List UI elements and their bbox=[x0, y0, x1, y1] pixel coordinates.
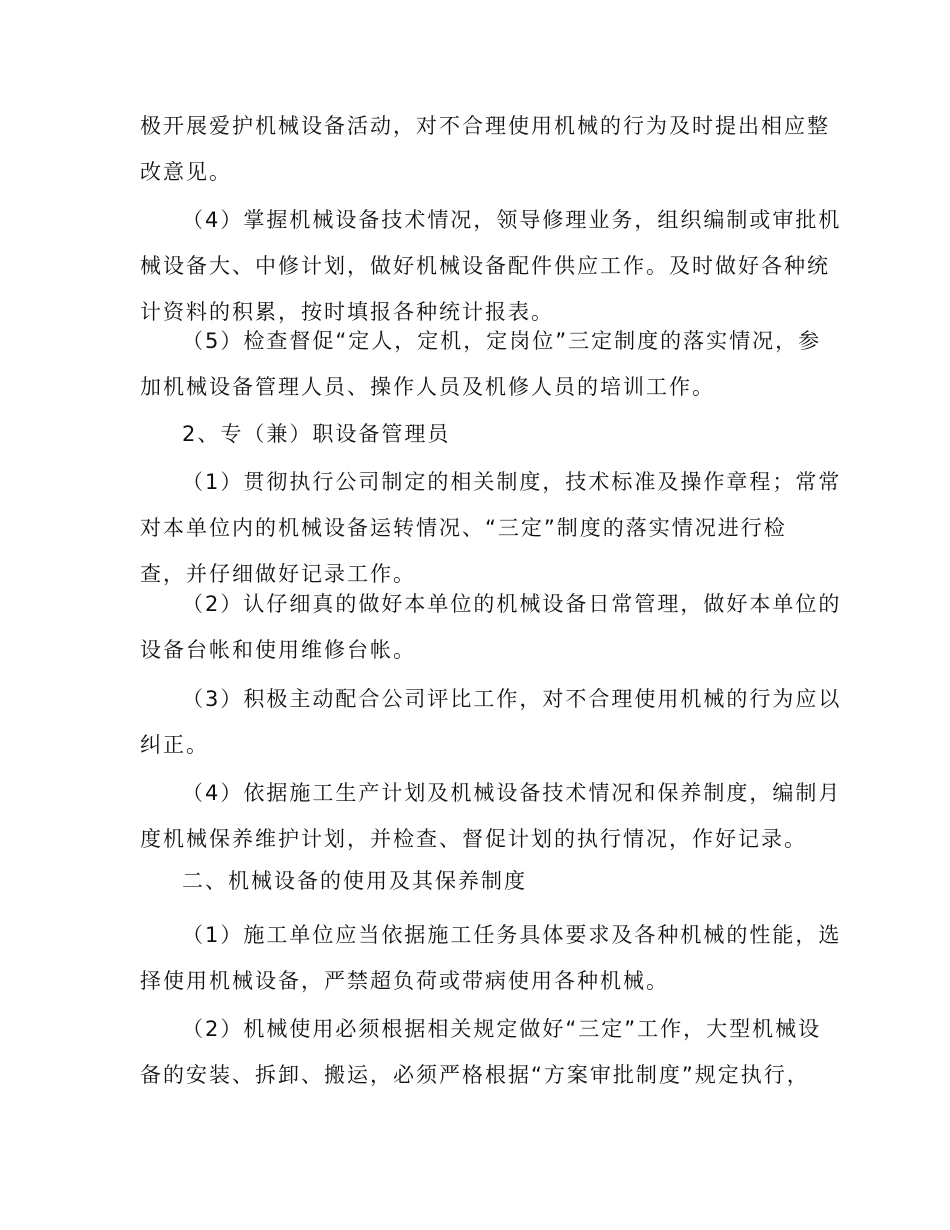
paragraph-item-3 bbox=[140, 676, 842, 768]
text-line: 计资料的积累，按时填报各种统计报表。 bbox=[140, 300, 554, 324]
text-line: （4）掌握机械设备技术情况，领导修理业务，组织编制或审批机 bbox=[182, 208, 842, 232]
text-line: （3）积极主动配合公司评比工作，对不合理使用机械的行为应以 bbox=[182, 687, 842, 711]
paragraph-usage-item-2 bbox=[140, 1006, 820, 1098]
text-line: （1）施工单位应当依据施工任务具体要求及各种机械的性能，选 bbox=[182, 923, 842, 947]
text-line: 加机械设备管理人员、操作人员及机修人员的培训工作。 bbox=[140, 375, 715, 399]
text-line: 改意见。 bbox=[140, 160, 232, 184]
text-line: 2、专（兼）职设备管理员 bbox=[182, 422, 451, 446]
section-heading-usage-maintenance bbox=[140, 858, 820, 904]
text-line: （2）认仔细真的做好本单位的机械设备日常管理，做好本单位的 bbox=[182, 592, 842, 616]
text-line: 备的安装、拆卸、搬运，必须严格根据“方案审批制度”规定执行， bbox=[140, 1063, 810, 1087]
paragraph-usage-item-1 bbox=[140, 912, 842, 1004]
paragraph-item-4b bbox=[140, 770, 842, 862]
text-line: （4）依据施工生产计划及机械设备技术情况和保养制度，编制月 bbox=[182, 781, 842, 805]
text-line: 对本单位内的机械设备运转情况、“三定”制度的落实情况进行检 bbox=[140, 516, 787, 540]
paragraph-item-4 bbox=[140, 197, 842, 335]
paragraph-item-2 bbox=[140, 581, 842, 673]
paragraph-continuation bbox=[140, 103, 830, 195]
section-heading-equipment-manager bbox=[140, 411, 820, 457]
text-line: 械设备大、中修计划，做好机械设备配件供应工作。及时做好各种统 bbox=[140, 254, 830, 278]
paragraph-item-5 bbox=[140, 318, 820, 410]
text-line: 择使用机械设备，严禁超负荷或带病使用各种机械。 bbox=[140, 969, 669, 993]
text-line: （1）贯彻执行公司制定的相关制度，技术标准及操作章程；常常 bbox=[182, 470, 842, 494]
text-line: （2）机械使用必须根据相关规定做好“三定”工作，大型机械设 bbox=[182, 1017, 822, 1041]
text-line: 极开展爱护机械设备活动，对不合理使用机械的行为及时提出相应整 bbox=[140, 114, 830, 138]
text-line: 设备台帐和使用维修台帐。 bbox=[140, 638, 416, 662]
text-line: 度机械保养维护计划，并检查、督促计划的执行情况，作好记录。 bbox=[140, 827, 807, 851]
text-line: （5）检查督促“定人，定机，定岗位”三定制度的落实情况，参 bbox=[182, 329, 822, 353]
paragraph-item-1 bbox=[140, 459, 842, 597]
text-line: 纠正。 bbox=[140, 733, 209, 757]
text-line: 二、机械设备的使用及其保养制度 bbox=[182, 869, 527, 893]
text-line: 查，并仔细做好记录工作。 bbox=[140, 562, 416, 586]
